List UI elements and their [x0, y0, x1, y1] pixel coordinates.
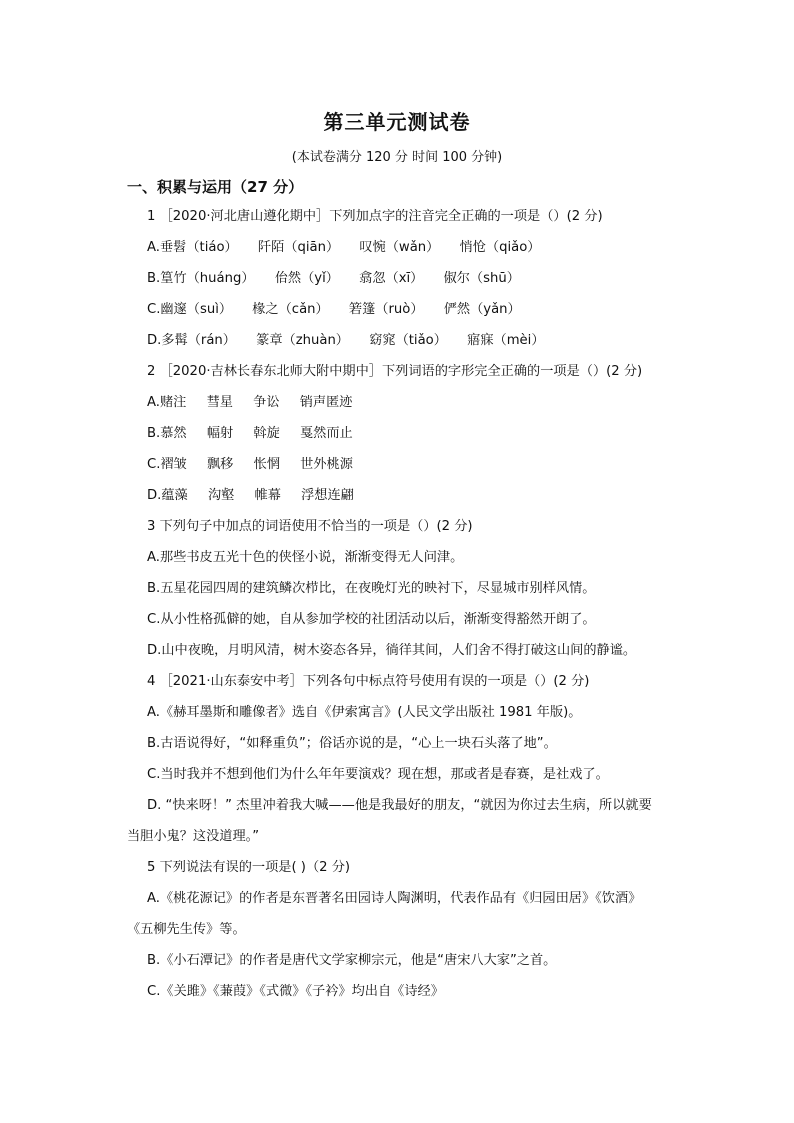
q2-c-4: 世外桃源: [300, 457, 353, 472]
q2-a-4: 销声匿迹: [299, 395, 353, 410]
q1-b-1: B.篁竹（huáng）: [147, 271, 255, 286]
q2-d-1: D.蕴藻: [147, 488, 188, 503]
question-4-option-b: B.古语说得好，“如释重负”；俗话亦说的是，“心上一块石头落了地”。: [147, 736, 557, 751]
q2-a-3: 争讼: [253, 395, 280, 410]
question-2-stem: 2 ［2020·吉林长春东北师大附中期中］下列词语的字形完全正确的一项是（）(2 分): [147, 364, 643, 379]
q2-a-2: 彗星: [206, 395, 233, 410]
question-3-option-b: B.五星花园四周的建筑鳞次栉比，在夜晚灯光的映衬下，尽显城市别样风情。: [147, 581, 596, 596]
q1-c-2: 椽之（cǎn）: [252, 302, 329, 317]
question-4-stem: 4 ［2021·山东泰安中考］下列各句中标点符号使用有误的一项是（）(2 分): [147, 674, 590, 689]
question-1-option-a: [127, 232, 667, 263]
question-3-option-d: D.山中夜晚，月明风清，树木姿态各异，徜徉其间，人们舍不得打破这山间的静谧。: [147, 643, 637, 658]
q2-d-3: 帷幕: [254, 488, 281, 503]
question-5-option-a-line2: 《五柳先生传》等。: [127, 922, 246, 937]
questions: [127, 201, 667, 1007]
q1-b-2: 佁然（yǐ）: [274, 271, 339, 286]
q1-d-2: 篆章（zhuàn）: [256, 333, 349, 348]
q2-b-2: 幅射: [206, 426, 234, 441]
question-5-option-b: B.《小石潭记》的作者是唐代文学家柳宗元，他是“唐宋八大家”之首。: [147, 953, 557, 968]
question-5-stem: 5 下列说法有误的一项是( )（2 分): [147, 860, 351, 875]
q2-b-1: B.慕然: [147, 426, 187, 441]
q1-a-4: 悄怆（qiǎo）: [459, 240, 541, 255]
question-3-option-a: A.那些书皮五光十色的侠怪小说，渐渐变得无人问津。: [147, 550, 464, 565]
page-subtitle: (本试卷满分 120 分 时间 100 分钟): [291, 150, 503, 165]
q1-c-1: C.幽邃（suì）: [147, 302, 233, 317]
question-1-stem: 1 ［2020·河北唐山遵化期中］下列加点字的注音完全正确的一项是（）(2 分): [147, 209, 603, 224]
question-3-stem: 3 下列句子中加点的词语使用不恰当的一项是（）(2 分): [147, 519, 473, 534]
q1-a-3: 叹惋（wǎn）: [359, 240, 440, 255]
question-5-option-a-line1: A.《桃花源记》的作者是东晋著名田园诗人陶渊明，代表作品有《归园田居》《饮酒》: [147, 891, 642, 906]
q1-c-4: 俨然（yǎn）: [443, 302, 521, 317]
q2-b-4: 戛然而止: [299, 426, 353, 441]
page-title: 第三单元测试卷: [323, 110, 471, 134]
q2-d-4: 浮想连翩: [301, 488, 354, 503]
q1-d-3: 窈窕（tiǎo）: [369, 333, 447, 348]
question-2-option-b: [127, 418, 667, 449]
q1-b-4: 俶尔（shū）: [443, 271, 520, 286]
question-5-option-c: C.《关雎》《蒹葭》《式微》《子衿》均出自《诗经》: [147, 984, 444, 999]
question-4-option-d-line2: 当胆小鬼？这没道理。”: [127, 829, 260, 844]
q1-d-4: 寤寐（mèi）: [467, 333, 545, 348]
q1-a-2: 阡陌（qiān）: [257, 240, 340, 255]
q2-a-1: A.赌注: [147, 395, 187, 410]
q2-c-1: C.褶皱: [147, 457, 187, 472]
q1-b-3: 翕忽（xī）: [359, 271, 424, 286]
question-3-option-c: C.从小性格孤僻的她，自从参加学校的社团活动以后，渐渐变得豁然开朗了。: [147, 612, 596, 627]
question-2-option-d: [127, 480, 667, 511]
q2-b-3: 斡旋: [253, 426, 280, 441]
q1-a-1: A.垂髫（tiáo）: [147, 240, 238, 255]
question-2-option-c: [127, 449, 667, 480]
question-1-option-b: [127, 263, 667, 294]
question-4-option-c: C.当时我并不想到他们为什么年年要演戏？现在想，那或者是春赛，是社戏了。: [147, 767, 609, 782]
question-1-option-d: [127, 325, 667, 356]
question-2-option-a: [127, 387, 667, 418]
q1-d-1: D.多髯（rán）: [147, 333, 236, 348]
q2-c-3: 怅惘: [253, 457, 280, 472]
q2-c-2: 飘移: [206, 457, 234, 472]
question-1-option-c: [127, 294, 667, 325]
question-4-option-d-line1: D. “快来呀！” 杰里冲着我大喊——他是我最好的朋友，“就因为你过去生病，所以就要: [147, 798, 652, 813]
q2-d-2: 沟壑: [207, 488, 235, 503]
q1-c-3: 箬篷（ruò）: [348, 302, 424, 317]
section-heading: 一、积累与运用（27 分）: [127, 178, 304, 196]
question-4-option-a: A.《赫耳墨斯和雕像者》选自《伊索寓言》(人民文学出版社 1981 年版)。: [147, 705, 582, 720]
